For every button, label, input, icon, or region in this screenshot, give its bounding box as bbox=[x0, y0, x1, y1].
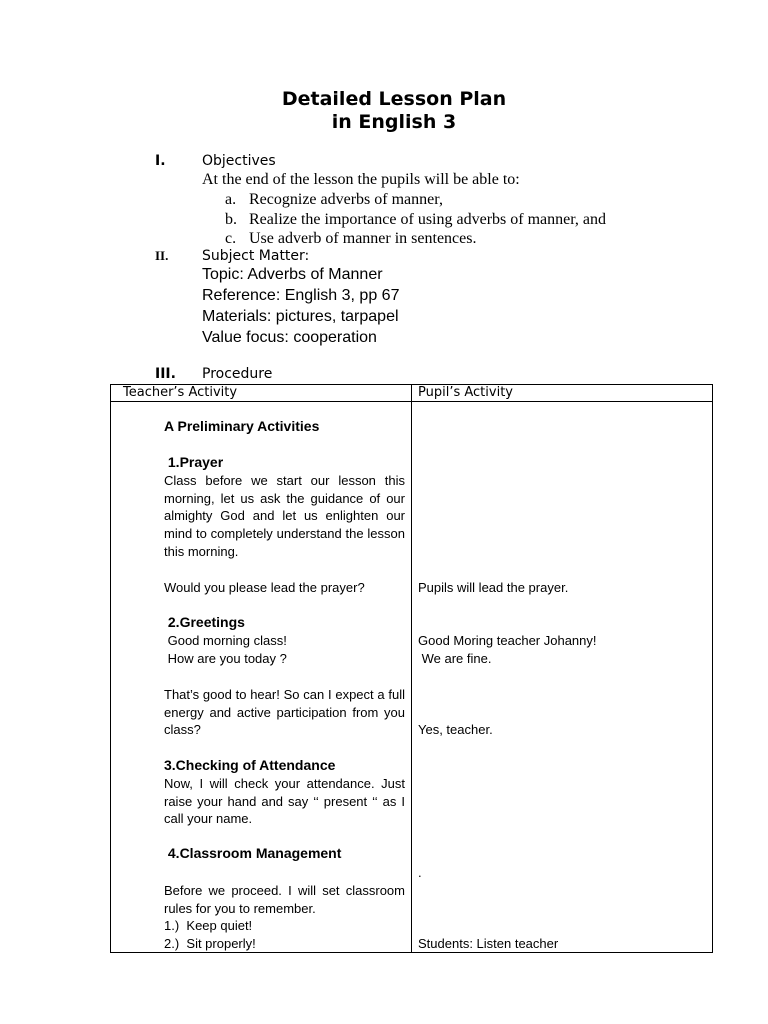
column-header-pupil: Pupil’s Activity bbox=[418, 385, 513, 400]
table-column-divider bbox=[411, 385, 412, 952]
objective-item: Realize the importance of using adverbs of manner, and bbox=[249, 211, 607, 228]
classroom-rule: 2.) Sit properly! bbox=[164, 936, 256, 951]
objective-item: Recognize adverbs of manner, bbox=[249, 191, 443, 208]
column-header-teacher: Teacher’s Activity bbox=[123, 385, 238, 400]
objective-item: Use adverb of manner in sentences. bbox=[249, 230, 477, 247]
classroom-rule: 1.) Keep quiet! bbox=[164, 918, 253, 933]
section-heading-procedure: Procedure bbox=[202, 366, 273, 382]
attendance-text: Now, I will check your attendance. Just raise your hand and say ‘‘ present ‘‘ as I call your name. bbox=[164, 776, 405, 827]
attendance-heading: 3.Checking of Attendance bbox=[164, 757, 336, 773]
section-heading-objectives: Objectives bbox=[202, 153, 276, 169]
section-numeral-procedure: III. bbox=[155, 366, 176, 382]
prayer-heading: 1.Prayer bbox=[164, 454, 224, 470]
greetings-heading: 2.Greetings bbox=[164, 614, 245, 630]
pupil-greeting-response: We are fine. bbox=[418, 651, 492, 666]
preliminary-activities-heading: A Preliminary Activities bbox=[164, 418, 320, 434]
document-title-line1: Detailed Lesson Plan bbox=[281, 88, 507, 110]
subject-materials: Materials: pictures, tarpapel bbox=[202, 308, 399, 325]
objective-letter: a. bbox=[225, 191, 237, 208]
section-numeral-subject-matter: II. bbox=[155, 248, 169, 263]
objective-letter: b. bbox=[225, 211, 237, 228]
prayer-text: Class before we start our lesson this morning, let us ask the guidance of our almighty God and let us enlighten our mind to completely understand the lesson this morning. bbox=[164, 473, 405, 559]
classroom-management-text: Before we proceed. I will set classroom rules for you to remember. bbox=[164, 883, 405, 916]
greetings-line: How are you today ? bbox=[164, 651, 287, 666]
pupil-dot: . bbox=[418, 865, 422, 880]
pupil-listen-response: Students: Listen teacher bbox=[418, 936, 559, 951]
pupil-prayer-response: Pupils will lead the prayer. bbox=[418, 580, 569, 595]
greetings-line: Good morning class! bbox=[164, 633, 287, 648]
subject-topic: Topic: Adverbs of Manner bbox=[202, 266, 383, 283]
pupil-yes-response: Yes, teacher. bbox=[418, 722, 493, 737]
pupil-greeting-response: Good Moring teacher Johanny! bbox=[418, 633, 597, 648]
objectives-lead: At the end of the lesson the pupils will be able to: bbox=[202, 171, 520, 188]
good-to-hear-text: That’s good to hear! So can I expect a full energy and active participation from you class? bbox=[164, 687, 405, 738]
section-numeral-objectives: I. bbox=[155, 153, 166, 169]
objective-letter: c. bbox=[225, 230, 237, 247]
document-title-line2: in English 3 bbox=[331, 111, 457, 133]
subject-value-focus: Value focus: cooperation bbox=[202, 329, 377, 346]
classroom-management-heading: 4.Classroom Management bbox=[164, 845, 342, 861]
section-heading-subject-matter: Subject Matter: bbox=[202, 248, 310, 264]
subject-reference: Reference: English 3, pp 67 bbox=[202, 287, 400, 304]
prayer-question: Would you please lead the prayer? bbox=[164, 580, 365, 595]
